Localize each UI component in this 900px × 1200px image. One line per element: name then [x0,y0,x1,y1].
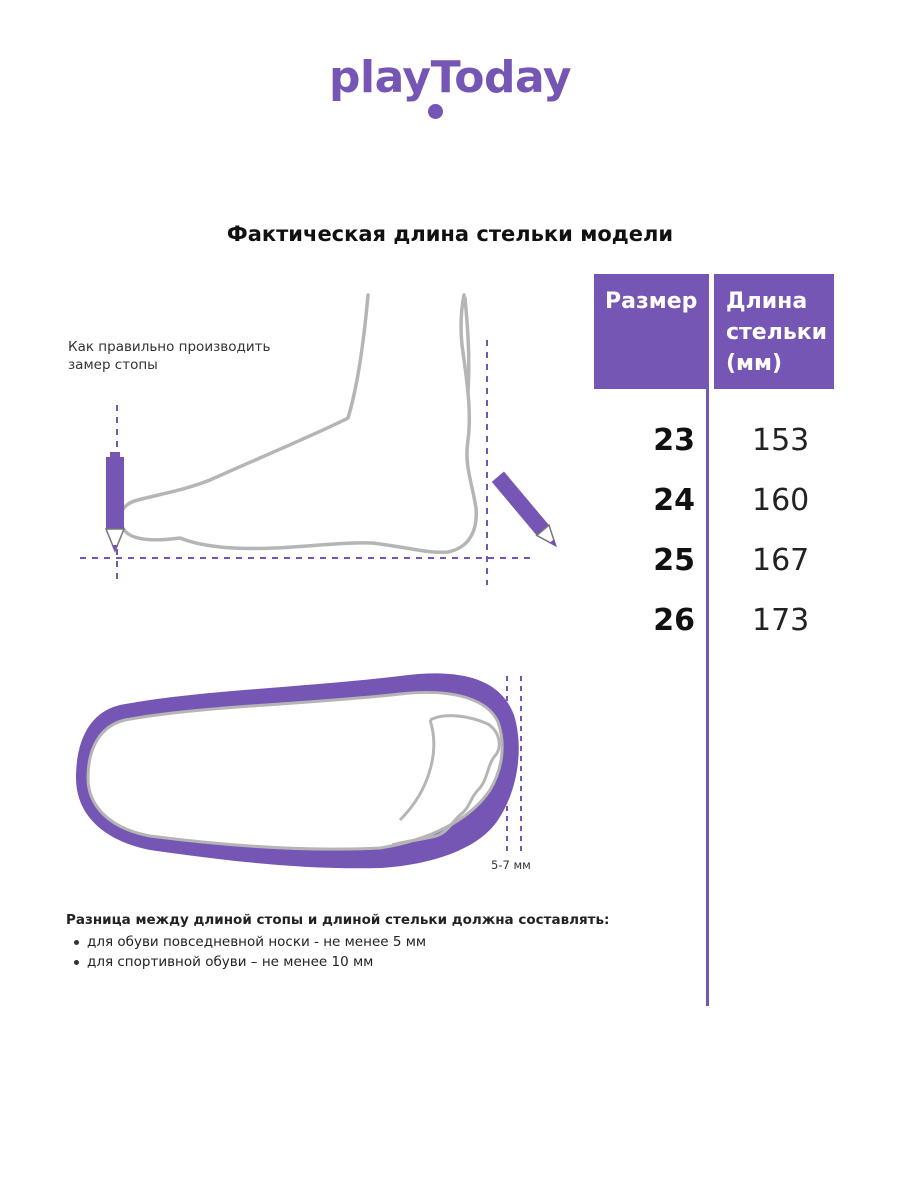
insole-top-illustration [76,673,519,868]
header-length-line-3: (мм) [726,351,783,376]
toe-gap-label: 5-7 мм [491,858,531,872]
bullet-text: для спортивной обуви – не менее 10 мм [87,954,374,970]
table-divider [706,274,709,1006]
table-cell-length: 173 [752,603,810,638]
how-to-line-1: Как правильно производить [68,339,271,355]
header-length-line-2: стельки [726,320,828,345]
table-cell-size: 23 [653,423,695,458]
header-size-line-1: Размер [605,289,698,314]
pencil-icon-diagonal [492,472,563,552]
pencil-icon [106,452,124,552]
table-cell-length: 160 [752,483,810,518]
foot-side-illustration [121,295,477,552]
difference-heading: Разница между длиной стопы и длиной стельки должна составлять: [66,912,610,928]
table-cell-length: 167 [752,543,810,578]
table-cell-length: 153 [752,423,810,458]
how-to-measure-note [68,338,288,374]
bullet-icon [74,940,79,945]
measure-guides [80,340,530,585]
table-cell-size: 25 [653,543,695,578]
brand-logo-text: playToday [328,52,571,103]
header-length-line-1: Длина [726,289,808,314]
table-cell-size: 26 [653,603,695,638]
how-to-line-2: замер стопы [68,357,158,373]
list-item [66,934,609,950]
bullet-icon [74,960,79,965]
page-title: Фактическая длина стельки модели [226,222,674,246]
table-cell-size: 24 [653,483,695,518]
insole-difference-info [66,912,609,974]
bullet-text: для обуви повседневной носки - не менее 5 мм [87,934,427,950]
foot-side-outline [121,295,477,552]
list-item [66,954,609,970]
table-header-size [594,274,706,389]
table-header-length [714,274,834,389]
